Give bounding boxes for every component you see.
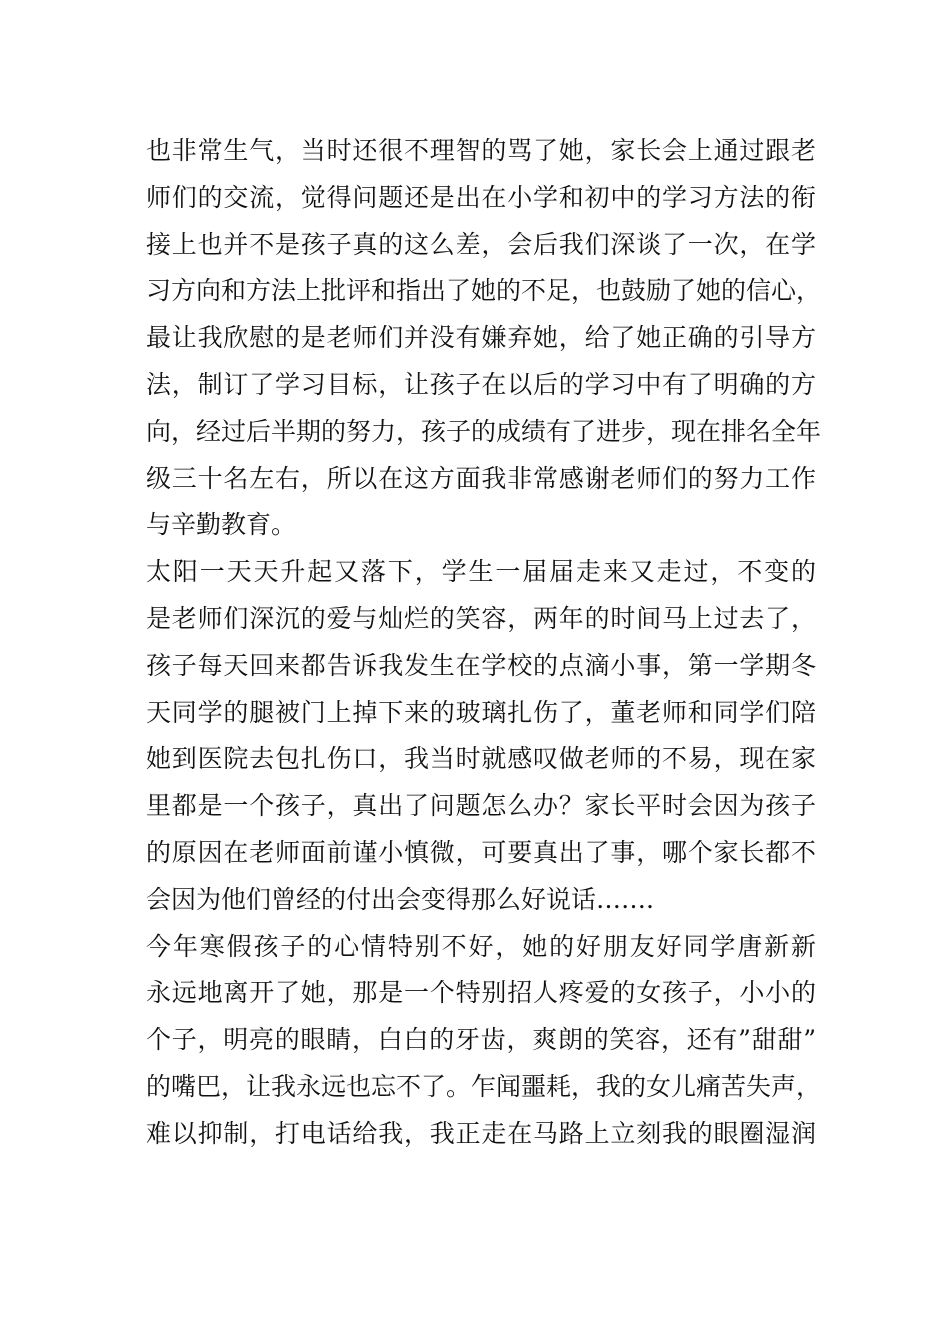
text-line: 接上也并不是孩子真的这么差，会后我们深谈了一次，在学 xyxy=(146,229,816,259)
text-line: 的嘴巴，让我永远也忘不了。乍闻噩耗，我的女儿痛苦失声， xyxy=(146,1071,822,1101)
text-line: 今年寒假孩子的心情特别不好，她的好朋友好同学唐新新 xyxy=(146,931,816,961)
text-line: 孩子每天回来都告诉我发生在学校的点滴小事，第一学期冬 xyxy=(146,650,816,680)
text-line: 也非常生气，当时还很不理智的骂了她，家长会上通过跟老 xyxy=(146,136,816,165)
text-line: 级三十名左右，所以在这方面我非常感谢老师们的努力工作 xyxy=(146,463,816,493)
text-line: 向，经过后半期的努力，孩子的成绩有了进步，现在排名全年 xyxy=(146,416,822,446)
text-line: 法，制订了学习目标，让孩子在以后的学习中有了明确的方 xyxy=(146,369,816,399)
text-line: 习方向和方法上批评和指出了她的不足，也鼓励了她的信心， xyxy=(146,276,822,306)
text-line: 师们的交流，觉得问题还是出在小学和初中的学习方法的衔 xyxy=(146,182,816,212)
text-line: 最让我欣慰的是老师们并没有嫌弃她，给了她正确的引导方 xyxy=(146,323,816,353)
text-line: 里都是一个孩子，真出了问题怎么办？家长平时会因为孩子 xyxy=(146,791,816,821)
text-line: 难以抑制，打电话给我，我正走在马路上立刻我的眼圈湿润 xyxy=(146,1118,816,1148)
text-line: 永远地离开了她，那是一个特别招人疼爱的女孩子，小小的 xyxy=(146,978,816,1008)
text-line: 与辛勤教育。 xyxy=(146,510,297,540)
body-text xyxy=(146,128,822,1158)
text-line: 个子，明亮的眼睛，白白的牙齿，爽朗的笑容，还有”甜甜” xyxy=(146,1025,816,1055)
text-line: 会因为他们曾经的付出会变得那么好说话……. xyxy=(146,884,654,914)
text-line: 太阳一天天升起又落下，学生一届届走来又走过，不变的 xyxy=(146,557,816,587)
paragraph-2 xyxy=(146,549,816,923)
paragraph-1 xyxy=(146,128,822,549)
text-line: 天同学的腿被门上掉下来的玻璃扎伤了，董老师和同学们陪 xyxy=(146,697,816,727)
text-line: 的原因在老师面前谨小慎微，可要真出了事，哪个家长都不 xyxy=(146,837,816,867)
text-line: 是老师们深沉的爱与灿烂的笑容，两年的时间马上过去了， xyxy=(146,603,816,633)
paragraph-3 xyxy=(146,924,822,1158)
text-line: 她到医院去包扎伤口，我当时就感叹做老师的不易，现在家 xyxy=(146,744,816,774)
